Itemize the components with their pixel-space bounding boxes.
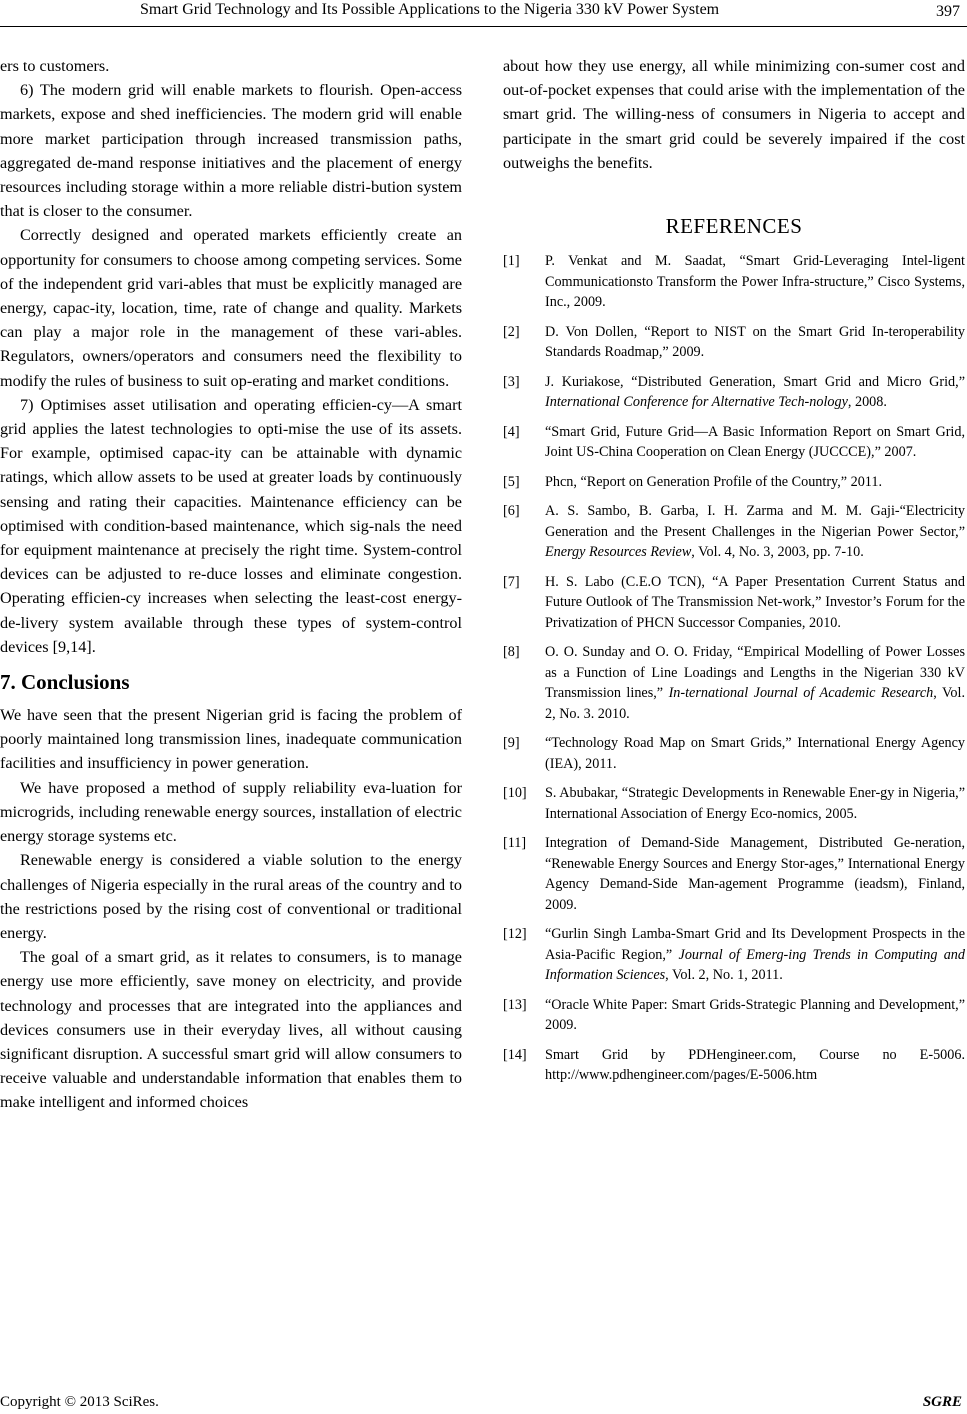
reference-list xyxy=(503,251,965,1086)
reference-number: [13] xyxy=(503,996,527,1013)
reference-number: [10] xyxy=(503,785,527,802)
reference-text xyxy=(545,372,965,413)
reference-text xyxy=(545,501,965,563)
reference-item xyxy=(503,372,965,413)
section-heading-conclusions: 7. Conclusions xyxy=(0,670,130,695)
reference-text-part: , Vol. 2, No. 3. 2010. xyxy=(545,685,965,722)
reference-source-title: International Conference for Alternative Tech-nology xyxy=(545,394,848,411)
reference-number: [8] xyxy=(503,644,520,661)
paragraph: We have seen that the present Nigerian grid is facing the problem of poorly maintained long transmission lines, inadequate communication facilities and insufficiency in power generation. xyxy=(0,706,462,773)
reference-text: Smart Grid by PDHengineer.com, Course no E-5006. http://www.pdhengineer.com/pages/E-5006.htm xyxy=(545,1046,965,1084)
left-column xyxy=(0,54,462,1115)
paragraph: The goal of a smart grid, as it relates to consumers, is to manage energy use more efficiently, save money on electricity, and provide technology and processes that are integrated into the appliances and devices consumers use in their everyday lives, all without causing significant disruption. A successful smart grid will allow consumers to receive valuable and understandable information that enables them to make intelligent and informed choices xyxy=(0,948,462,1112)
reference-item xyxy=(503,472,965,493)
reference-item xyxy=(503,422,965,463)
header-rule xyxy=(0,26,967,27)
reference-number: [1] xyxy=(503,253,520,270)
reference-number: [7] xyxy=(503,573,520,590)
reference-text: “Oracle White Paper: Smart Grids-Strategic Planning and Development,” 2009. xyxy=(545,996,965,1034)
reference-item xyxy=(503,642,965,724)
reference-source-title: In-ternational Journal of Academic Research xyxy=(668,685,934,702)
reference-text: Integration of Demand-Side Management, Distributed Ge-neration, “Renewable Energy Sources and Energy Stor-ages,” International Energy Agency Demand-Side Man-agement Programme (ieadsm), Finland, 2009. xyxy=(545,835,965,913)
reference-source-title: Journal of Emerg-ing Trends in Computing and Information Sciences xyxy=(545,946,965,984)
reference-text xyxy=(545,924,965,986)
reference-text: H. S. Labo (C.E.O TCN), “A Paper Presentation Current Status and Future Outlook of The Transmission Net-work,” Investor’s Forum for the Privatization of PHCN Successor Companies, 2010. xyxy=(545,573,965,631)
page-header xyxy=(0,0,967,26)
paragraph: Renewable energy is considered a viable solution to the energy challenges of Nigeria especially in the rural areas of the country and to the restrictions posed by the rising cost of conventional or traditional energy. xyxy=(0,851,462,942)
reference-text-part: “Gurlin Singh Lamba-Smart Grid and Its Development Prospects in the Asia-Pacific Region,” xyxy=(545,926,965,963)
reference-item xyxy=(503,995,965,1036)
reference-item xyxy=(503,733,965,774)
paragraph: We have proposed a method of supply reliability eva-luation for microgrids, including renewable energy sources, installation of electric energy storage systems etc. xyxy=(0,778,462,846)
reference-text-part: J. Kuriakose, “Distributed Generation, Smart Grid and Micro Grid,” xyxy=(545,373,965,390)
reference-item xyxy=(503,322,965,363)
reference-number: [3] xyxy=(503,373,520,390)
reference-number: [4] xyxy=(503,423,520,440)
reference-source-title: Energy Resources Review xyxy=(545,544,692,561)
reference-number: [2] xyxy=(503,323,520,340)
paragraph: 6) The modern grid will enable markets to flourish. Open-access markets, expose and shed inefficiencies. The modern grid will enable more market participation through increased transmission paths, aggregated de-mand response initiatives and the placement of energy resources including storage within a more reliable distri-bution system that is closer to the consumer. xyxy=(0,81,462,221)
reference-text: “Smart Grid, Future Grid—A Basic Information Report on Smart Grid, Joint US-China Cooperation on Clean Energy (JUCCCE),” 2007. xyxy=(545,423,965,461)
reference-text-part: , Vol. 4, No. 3, 2003, pp. 7-10. xyxy=(691,544,864,561)
reference-text: P. Venkat and M. Saadat, “Smart Grid-Leveraging Intel-ligent Communicationsto Transform the Power Infra-structure,” Cisco Systems, Inc., 2009. xyxy=(545,253,965,311)
copyright-notice: Copyright © 2013 SciRes. xyxy=(0,1394,159,1410)
reference-item xyxy=(503,501,965,563)
reference-text-part: , Vol. 2, No. 1, 2011. xyxy=(665,967,783,984)
page-footer xyxy=(0,1384,967,1408)
reference-text: Phcn, “Report on Generation Profile of the Country,” 2011. xyxy=(545,473,883,490)
reference-number: [5] xyxy=(503,473,520,490)
reference-item xyxy=(503,783,965,824)
reference-text-part: , 2008. xyxy=(847,394,887,411)
reference-text-part: O. O. Sunday and O. O. Friday, “Empirical Modelling of Power Losses as a Function of Line Loadings and Lengths in the Nigerian 330 kV Transmission lines,” xyxy=(545,644,965,702)
paragraph: Correctly designed and operated markets efficiently create an opportunity for consumers to choose among competing services. Some of the independent grid vari-ables that must be explicitly managed are energy, capac-ity, location, time, rate of change and quality. Markets can play a major role in the management of these vari-ables. Regulators, owners/operators and consumers need the flexibility to modify the rules of business to suit op-erating and market conditions. xyxy=(0,226,462,390)
reference-number: [12] xyxy=(503,926,527,943)
right-column xyxy=(503,54,965,1095)
paragraph: 7) Optimises asset utilisation and operating efficien-cy—A smart grid applies the latest technologies to opti-mise the use of its assets. For example, optimised capac-ity can be attainable with dynamic ratings, which allow assets to be used at greater loads by continuously sensing and rating their capacities. Maintenance efficiency can be optimised with condition-based maintenance, which sig-nals the need for equipment maintenance at precisely the right time. System-control devices can be adjusted to re-duce losses and eliminate congestion. Operating efficien-cy increases when selecting the least-cost energy-de-livery system available through these types of system-control devices [9,14]. xyxy=(0,395,462,656)
reference-text: D. Von Dollen, “Report to NIST on the Smart Grid In-teroperability Standards Roadmap,” 2009. xyxy=(545,323,965,361)
running-title: Smart Grid Technology and Its Possible Applications to the Nigeria 330 kV Power System xyxy=(140,1,720,18)
reference-number: [9] xyxy=(503,735,520,752)
reference-item xyxy=(503,924,965,986)
reference-item xyxy=(503,1045,965,1086)
reference-number: [6] xyxy=(503,503,520,520)
reference-item xyxy=(503,251,965,313)
paragraph: ers to customers. xyxy=(0,57,110,75)
reference-item xyxy=(503,833,965,915)
reference-number: [14] xyxy=(503,1046,527,1063)
reference-text: S. Abubakar, “Strategic Developments in Renewable Ener-gy in Nigeria,” International Association of Energy Eco-nomics, 2005. xyxy=(545,785,965,822)
references-heading: REFERENCES xyxy=(665,214,803,239)
journal-abbreviation: SGRE xyxy=(922,1394,962,1410)
reference-item xyxy=(503,572,965,634)
reference-text: “Technology Road Map on Smart Grids,” International Energy Agency (IEA), 2011. xyxy=(545,735,965,772)
paragraph: about how they use energy, all while minimizing con-sumer cost and out-of-pocket expenses that could arise with the implementation of the smart grid. The willing-ness of consumers in Nigeria to accept and participate in the smart grid could be severely impaired if the cost outweighs the benefits. xyxy=(503,57,965,172)
reference-number: [11] xyxy=(503,835,527,852)
reference-text xyxy=(545,642,965,724)
page-number: 397 xyxy=(936,3,960,20)
reference-text-part: A. S. Sambo, B. Garba, I. H. Zarma and M. M. Gaji-“Electricity Generation and the Present Challenges in the Nigerian Power Sector,” xyxy=(545,503,965,540)
